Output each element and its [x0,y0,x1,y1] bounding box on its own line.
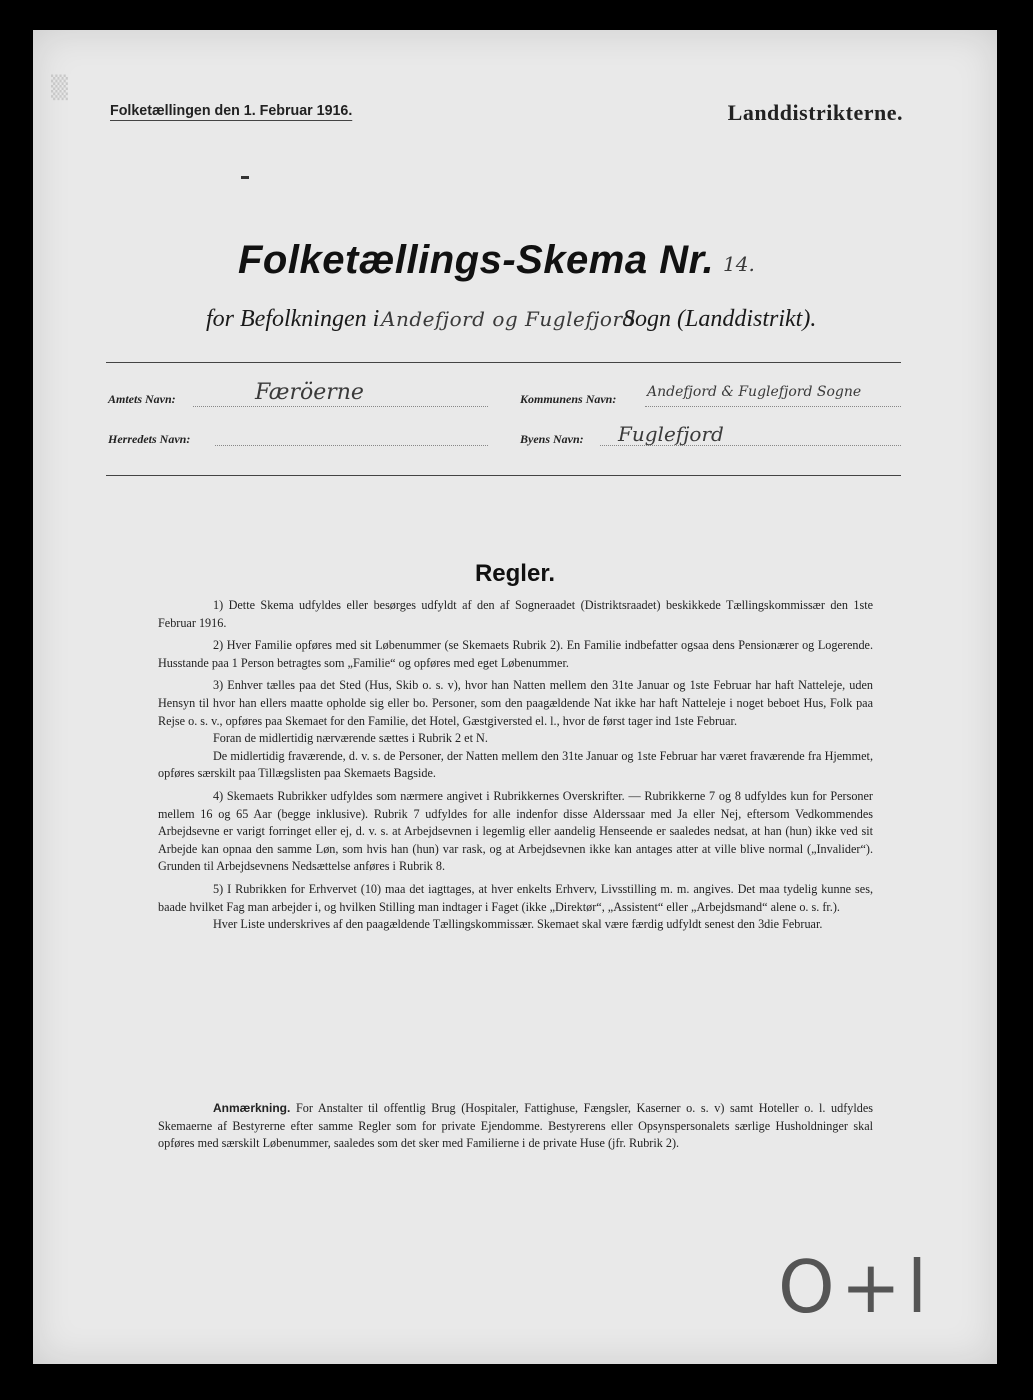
top-divider [106,362,901,363]
kommune-label: Kommunens Navn: [520,392,617,406]
rule-signature: Hver Liste underskrives af den paagældende Tællingskommissær. Skemaet skal være færdig udfyldt senest den 3die Februar. [213,917,823,932]
rule-3-fraværende: De midlertidig fraværende, d. v. s. de Personer, der Natten mellem den 31te Januar og 1ste Februar har været fraværende fra Hjemmet, opføres særskilt paa Tillægslisten paa Skemaets Bagside. [158,748,873,781]
form-number-handwritten: 14. [723,252,755,276]
remark-paragraph [158,1100,873,1153]
rules-body [158,597,873,939]
district-type-header: Landdistrikterne. [727,100,903,125]
subtitle-prefix: for Befolkningen i [206,306,380,332]
rule-1: 1) Dette Skema udfyldes eller besørges udfyldt af den af Sogneraadet (Distriktsraadet) beskikkede Tællingskommissær den 1ste Februar 1916. [158,598,873,630]
kommune-dotline [645,405,901,407]
stamp-smudge: ▒ [51,76,68,101]
herred-dotline [215,444,488,446]
by-label: Byens Navn: [520,432,584,446]
field-divider [106,475,901,476]
subtitle-suffix: Sogn (Landdistrikt). [623,306,817,332]
kommune-value-handwritten: Andefjord & Fuglefjord Sogne [647,384,862,400]
parish-name-handwritten: Andefjord og Fuglefjord [381,307,636,331]
amt-value-handwritten: Færöerne [255,380,364,405]
rule-4: 4) Skemaets Rubrikker udfyldes som nærmere angivet i Rubrikkernes Overskrifter. — Rubrikkerne 7 og 8 udfyldes kun for Personer mellem 16 og 65 Aar (begge inklusive). Rubrik 7 udfyldes for alle indenfor disse Alderssaar med Ja eller Nej, eftersom Vedkommendes Arbejdsevne er varigt forringet eller ej, d. v. s. at Arbejdsevnen i legemlig eller aandelig Henseende er saaledes nedsat, at han (hun) ikke ved sit Arbejde kan opnaa den samme Løn, som hvis han (hun) var rask, og at Arbejdsevnen ikke kan antages atter at ville blive normal („Invalider“). Grunden til Arbejdsevnens Nedsættelse anføres i Rubrik 8. [158,788,873,874]
remark-text: For Anstalter til offentlig Brug (Hospitaler, Fattighuse, Fængsler, Kaserner o. s. v) samt Hoteller o. l. udfyldes Skemaerne af Bestyrerne efter samme Regler som for private Ejendomme. Bestyrerens eller Opsynspersonalets særlige Husholdninger skal opføres med særskilt Løbenummer, saaledes som det sker med Familierne i de private Huse (jfr. Rubrik 2). [158,1101,874,1151]
by-value-handwritten: Fuglefjord [618,422,724,446]
rule-3-nærværende: Foran de midlertidig nærværende sættes i Rubrik 2 et N. [213,731,488,746]
amt-dotline [193,405,488,407]
amt-label: Amtets Navn: [108,392,176,406]
rule-3: 3) Enhver tælles paa det Sted (Hus, Skib o. s. v), hvor han Natten mellem den 31te Januar og 1ste Februar har haft Natteleje, uden Hensyn til hvor han ellers maatte opholde sig eller bo. Personer, som den paagældende Nat ikke har haft Natteleje i noget beboet Hus, Folk paa Rejse o. s. v., opføres paa Skemaet for den Familie, det Hotel, Gæstgiversted el. l., hvor de først tager ind 1ste Februar. [158,678,873,728]
herred-label: Herredets Navn: [108,432,191,446]
dash-mark [241,176,249,179]
census-date-header: Folketællingen den 1. Februar 1916. [110,102,353,119]
rule-2: 2) Hver Familie opføres med sit Løbenummer (se Skemaets Rubrik 2). En Familie indbefatter ogsaa dens Pensionærer og Logerende. Husstande paa 1 Person betragtes som „Familie“ og opføres med eget Løbenummer. [158,638,873,670]
form-title: Folketællings-Skema Nr. [238,238,715,282]
rule-5: 5) I Rubrikken for Erhvervet (10) maa det iagttages, at hver enkelts Erhverv, Livsstilling m. m. angives. Det maa tydelig kunne ses, baade hvilket Fag man arbejder i, og hvilken Stilling man indtager i Faget (ikke „Direktør“, „Assistent“ eller „Arbejdsmand“ alene o. s. fr.). [158,881,873,914]
corner-handwritten-mark: O+l [778,1245,934,1329]
census-form-page [33,30,997,1364]
rules-title: Regler. [474,560,556,587]
remark-label: Anmærkning. [213,1101,291,1115]
